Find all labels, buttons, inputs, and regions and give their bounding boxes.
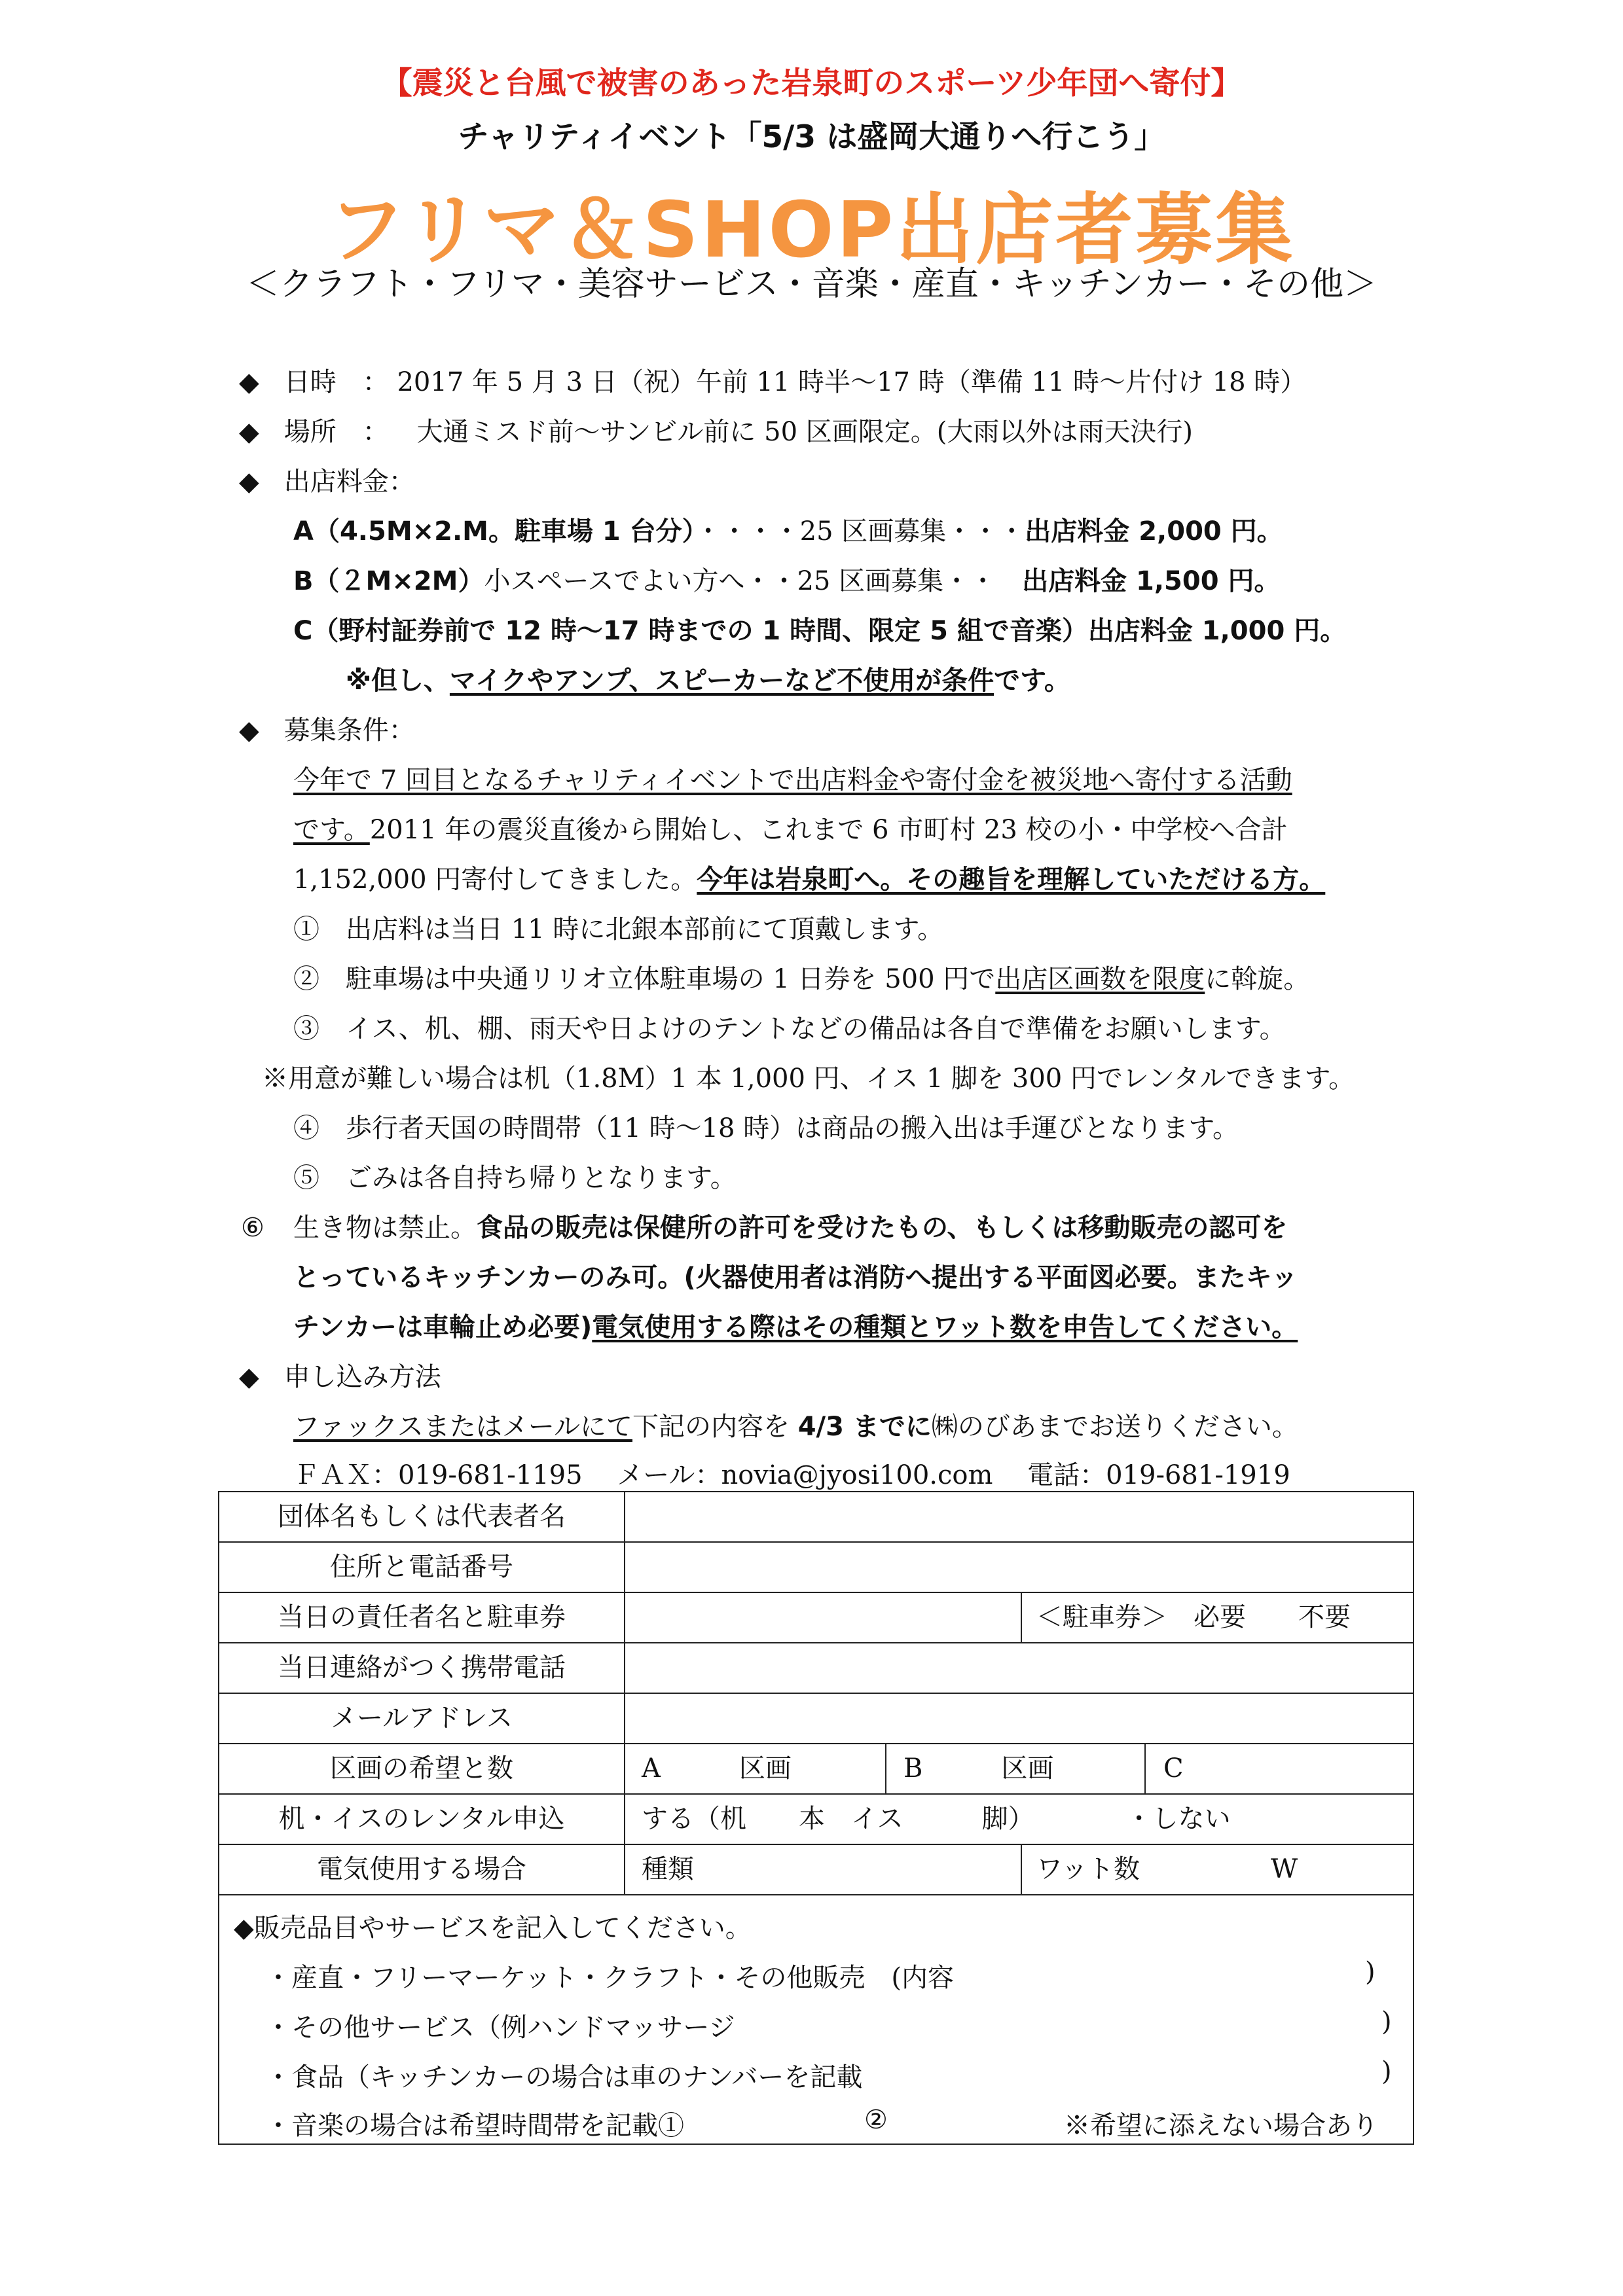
cond-text-3b: 今年は岩泉町へ。その趣旨を理解していただける方。 (697, 865, 1326, 895)
cond-item-2a: ② 駐車場は中央通リリオ立体駐車場の 1 日券を 500 円で (293, 964, 996, 994)
form-row-address (219, 1543, 1413, 1593)
cond-item-5: ⑤ ごみは各自持ち帰りとなります。 (293, 1163, 737, 1193)
items-section (219, 1895, 1413, 2144)
apply-text (293, 1406, 1298, 1443)
bullet-icon: ◆ (239, 1362, 259, 1392)
form-label: 当日の責任者名と駐車券 (219, 1593, 625, 1642)
name-field[interactable] (627, 1492, 1412, 1541)
cond-label: 募集条件： (283, 715, 415, 745)
place-label: 場所 ： (283, 417, 389, 447)
bullet-icon: ◆ (239, 467, 259, 497)
fee-b-plan: B（２M×2M） (293, 566, 484, 596)
parking-ticket-option[interactable]: ＜駐車券＞ 必要 不要 (1036, 1602, 1351, 1632)
fee-c: C（野村証券前で 12 時〜17 時までの 1 時間、限定 5 組で音楽）出店料金 1,000 円。 (293, 616, 1347, 646)
form-label: 電気使用する場合 (219, 1845, 625, 1894)
cond-text-2a: です。 (293, 815, 370, 845)
cond-item-2c: に斡旋。 (1205, 964, 1310, 994)
cond-item-3-note: ※用意が難しい場合は机（1.8M）1 本 1,000 円、イス 1 脚を 300 円でレンタルできます。 (262, 1064, 1355, 1094)
bullet-icon: ◆ (239, 367, 259, 397)
apply-text-a: ファックスまたはメールにて (293, 1412, 632, 1442)
divider (1144, 1744, 1146, 1793)
fee-a (293, 511, 1283, 548)
form-row-manager (219, 1593, 1413, 1643)
form-row-email (219, 1694, 1413, 1744)
electric-kind-field[interactable]: 種類 (642, 1854, 694, 1884)
divider (1021, 1845, 1022, 1894)
cond-item-6e: 電気使用する際はその種類とワット数を申告してください。 (592, 1312, 1298, 1342)
place-value: 大通ミスド前〜サンビル前に 50 区画限定。(大雨以外は雨天決行) (416, 417, 1193, 447)
event-title: チャリティイベント「5/3 は盛岡大通りへ行こう」 (458, 119, 1165, 155)
cond-item-2b: 出店区画数を限度 (995, 964, 1205, 994)
fee-a-plan: A（4.5M×2.M。駐車場 1 台分） (293, 516, 695, 547)
mobile-field[interactable] (627, 1643, 1412, 1693)
cond-item-6 (241, 1207, 1287, 1244)
items-line-3[interactable]: ・食品（キッチンカーの場合は車のナンバーを記載 (265, 2062, 863, 2092)
form-row-name (219, 1492, 1413, 1543)
cond-item-6-line3 (293, 1306, 1298, 1344)
section-c-field[interactable]: C (1163, 1753, 1184, 1784)
items-line-3-close: ) (1381, 2056, 1392, 2087)
apply-label: 申し込み方法 (283, 1362, 441, 1392)
fee-note-prefix: ※但し、 (346, 666, 450, 696)
fee-b-price: 出店料金 1,500 円。 (1022, 566, 1281, 596)
cond-item-2 (293, 958, 1309, 996)
cond-item-6d: チンカーは車輪止め必要) (293, 1312, 593, 1342)
fee-label: 出店料金： (283, 467, 415, 497)
section-b-field[interactable]: B 区画 (903, 1753, 1054, 1784)
fee-note (346, 660, 1070, 697)
address-field[interactable] (627, 1543, 1412, 1592)
headline: 【震災と台風で被害のあった岩泉町のスポーツ少年団へ寄付】 (381, 65, 1242, 101)
date-value: 2017 年 5 月 3 日（祝）午前 11 時半〜17 時（準備 11 時〜片付け 18 時） (397, 367, 1307, 397)
date-label: 日時 ： (283, 367, 389, 397)
items-line-1[interactable]: ・産直・フリーマーケット・クラフト・その他販売 (内容 (265, 1963, 955, 1993)
music-line[interactable]: ・音楽の場合は希望時間帯を記載① (265, 2111, 684, 2141)
form-row-electric (219, 1845, 1413, 1895)
items-line-2-close: ) (1381, 2007, 1392, 2037)
cond-item-4: ④ 歩行者天国の時間帯（11 時〜18 時）は商品の搬入出は手運びとなります。 (293, 1113, 1239, 1143)
form-label: 区画の希望と数 (219, 1744, 625, 1793)
form-row-mobile (219, 1643, 1413, 1694)
fee-b-slots: 小スペースでよい方へ・・25 区画募集・・ (484, 566, 996, 596)
form-label: 住所と電話番号 (219, 1543, 625, 1592)
apply-deadline: 4/3 までに (797, 1412, 932, 1442)
cond-text-3 (293, 859, 1325, 896)
form-label: 団体名もしくは代表者名 (219, 1492, 625, 1541)
form-label: 机・イスのレンタル申込 (219, 1795, 625, 1844)
fee-b (293, 560, 1280, 598)
application-form (218, 1491, 1414, 2145)
cond-item-1: ① 出店料は当日 11 時に北銀本部前にて頂戴します。 (293, 914, 944, 944)
cond-line (239, 709, 415, 747)
electric-watt-field[interactable]: ワット数 W (1036, 1854, 1298, 1884)
contact-line: ＦＡＸ：019-681-1195 メール：novia@jyosi100.com 電話：019-681-1919 (293, 1460, 1290, 1490)
cond-text-2 (293, 809, 1288, 846)
email-field[interactable] (627, 1694, 1412, 1743)
form-row-rental (219, 1795, 1413, 1845)
apply-text-d: ㈱のびあまでお送りください。 (931, 1412, 1298, 1442)
bullet-icon: ◆ (239, 417, 259, 447)
manager-field[interactable] (627, 1593, 1019, 1642)
cond-text-3a: 1,152,000 円寄付してきました。 (293, 865, 697, 895)
place-line (239, 411, 1193, 448)
cond-item-6b: 食品の販売は保健所の許可を受けたもの、もしくは移動販売の認可を (477, 1213, 1288, 1243)
cond-item-6-line2: とっているキッチンカーのみ可。(火器使用者は消防へ提出する平面図必要。またキッ (293, 1263, 1298, 1293)
music-note: ※希望に添えない場合あり (1064, 2111, 1378, 2141)
page-title: フリマ＆SHOP出店者募集 (327, 185, 1296, 275)
divider (885, 1744, 886, 1793)
form-label: 当日連絡がつく携帯電話 (219, 1643, 625, 1693)
fee-a-price: 出店料金 2,000 円。 (1025, 516, 1283, 547)
cond-text-2b: 2011 年の震災直後から開始し、これまで 6 市町村 23 校の小・中学校へ合計 (369, 815, 1288, 845)
category-list: ＜クラフト・フリマ・美容サービス・音楽・産直・キッチンカー・その他＞ (246, 265, 1377, 304)
form-label: メールアドレス (219, 1694, 625, 1743)
apply-line (239, 1356, 441, 1393)
apply-text-b: 下記の内容を (632, 1412, 798, 1442)
cond-item-3: ③ イス、机、棚、雨天や日よけのテントなどの備品は各自で準備をお願いします。 (293, 1014, 1286, 1044)
fee-note-condition: マイクやアンプ、スピーカーなど不使用が条件 (449, 666, 994, 696)
section-a-field[interactable]: A 区画 (642, 1753, 792, 1784)
fee-note-suffix: です。 (994, 666, 1070, 696)
items-line-2[interactable]: ・その他サービス（例ハンドマッサージ (265, 2013, 735, 2043)
music-slot-2[interactable]: ② (864, 2105, 888, 2135)
rental-option[interactable]: する（机 本 イス 脚） ・しない (642, 1804, 1231, 1834)
date-line (239, 361, 1306, 399)
form-row-section (219, 1744, 1413, 1795)
fee-a-slots: ・・・・25 区画募集・・・ (695, 516, 1025, 547)
bullet-icon: ◆ (239, 715, 259, 745)
cond-text-1: 今年で 7 回目となるチャリティイベントで出店料金や寄付金を被災地へ寄付する活動 (293, 765, 1292, 795)
items-header: ◆販売品目やサービスを記入してください。 (234, 1913, 752, 1943)
items-line-1-close: ) (1365, 1957, 1376, 1987)
cond-item-6-num: ⑥ (241, 1213, 264, 1243)
cond-item-6a: 生き物は禁止。 (293, 1213, 477, 1243)
fee-line (239, 461, 415, 498)
divider (1021, 1593, 1022, 1642)
